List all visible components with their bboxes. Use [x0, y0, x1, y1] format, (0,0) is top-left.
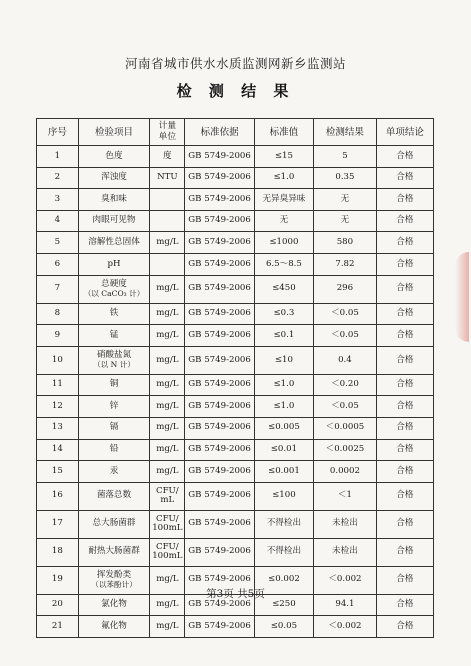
conclusion: 合格	[376, 303, 433, 325]
standard-basis: GB 5749-2006	[185, 275, 254, 303]
row-number: 1	[37, 146, 79, 168]
row-number: 11	[37, 374, 79, 396]
item-name	[78, 482, 149, 510]
item-name	[78, 461, 149, 483]
test-result: 5	[314, 146, 377, 168]
test-result: ＜0.05	[314, 396, 377, 418]
header-result: 检测结果	[314, 119, 377, 146]
table-row	[37, 616, 434, 638]
table-row	[37, 510, 434, 538]
standard-basis: GB 5749-2006	[185, 439, 254, 461]
row-number: 12	[37, 396, 79, 418]
item-name	[78, 616, 149, 638]
conclusion: 合格	[376, 232, 433, 254]
item-name-line: 菌落总数	[96, 490, 132, 501]
conclusion: 合格	[376, 510, 433, 538]
test-result: 580	[314, 232, 377, 254]
test-result: 无	[314, 210, 377, 232]
conclusion: 合格	[376, 396, 433, 418]
standard-basis: GB 5749-2006	[185, 189, 254, 211]
standard-limit: ≤100	[254, 482, 313, 510]
standard-limit: ≤0.1	[254, 325, 313, 347]
test-result: 7.82	[314, 253, 377, 275]
test-result: 0.35	[314, 167, 377, 189]
unit	[150, 210, 185, 232]
item-name-line: 臭和味	[101, 193, 127, 204]
unit: CFU/ 100mL	[150, 510, 185, 538]
test-result: 0.0002	[314, 461, 377, 483]
standard-limit: ≤0.01	[254, 439, 313, 461]
header-no: 序号	[37, 119, 79, 146]
standard-limit: ≤250	[254, 594, 313, 616]
row-number: 6	[37, 253, 79, 275]
conclusion: 合格	[376, 482, 433, 510]
standard-basis: GB 5749-2006	[185, 482, 254, 510]
conclusion: 合格	[376, 594, 433, 616]
org-title: 河南省城市供水水质监测网新乡监测站	[124, 56, 346, 71]
test-result: ＜0.002	[314, 566, 377, 594]
table-row	[37, 303, 434, 325]
unit	[150, 253, 185, 275]
item-name-line: pH	[107, 258, 121, 269]
test-result: ＜0.20	[314, 374, 377, 396]
item-name	[78, 275, 149, 303]
unit	[150, 189, 185, 211]
table-row	[37, 461, 434, 483]
unit: mg/L	[150, 594, 185, 616]
row-number: 10	[37, 346, 79, 374]
standard-basis: GB 5749-2006	[185, 146, 254, 168]
item-name	[78, 510, 149, 538]
item-name-line: 溶解性总固体	[88, 236, 140, 247]
header-unit: 计量 单位	[150, 119, 185, 146]
standard-basis: GB 5749-2006	[185, 566, 254, 594]
conclusion: 合格	[376, 167, 433, 189]
conclusion: 合格	[376, 210, 433, 232]
conclusion: 合格	[376, 189, 433, 211]
row-number: 16	[37, 482, 79, 510]
unit: mg/L	[150, 461, 185, 483]
standard-basis: GB 5749-2006	[185, 396, 254, 418]
standard-limit: ≤15	[254, 146, 313, 168]
row-number: 20	[37, 594, 79, 616]
row-number: 3	[37, 189, 79, 211]
item-name-line: 挥发酚类	[96, 569, 132, 580]
table-row	[37, 189, 434, 211]
item-name-line: 汞	[109, 465, 119, 476]
table-row	[37, 396, 434, 418]
conclusion: 合格	[376, 417, 433, 439]
test-result: 未检出	[314, 538, 377, 566]
item-name-line: 总大肠菌群	[92, 518, 136, 529]
conclusion: 合格	[376, 146, 433, 168]
unit: mg/L	[150, 417, 185, 439]
item-name	[78, 417, 149, 439]
conclusion: 合格	[376, 374, 433, 396]
item-name	[78, 232, 149, 254]
unit: mg/L	[150, 396, 185, 418]
unit: CFU/ 100mL	[150, 538, 185, 566]
test-result: ＜1	[314, 482, 377, 510]
conclusion: 合格	[376, 566, 433, 594]
standard-basis: GB 5749-2006	[185, 167, 254, 189]
item-name	[78, 396, 149, 418]
results-table	[36, 118, 434, 638]
conclusion: 合格	[376, 325, 433, 347]
item-name	[78, 167, 149, 189]
table-row	[37, 325, 434, 347]
standard-limit: ≤1.0	[254, 167, 313, 189]
test-result: ＜0.002	[314, 616, 377, 638]
conclusion: 合格	[376, 275, 433, 303]
row-number: 17	[37, 510, 79, 538]
header-limit: 标准值	[254, 119, 313, 146]
test-result: 0.4	[314, 346, 377, 374]
unit: mg/L	[150, 566, 185, 594]
item-name-line: 氟化物	[101, 620, 127, 631]
table-row	[37, 210, 434, 232]
table-row	[37, 146, 434, 168]
standard-basis: GB 5749-2006	[185, 374, 254, 396]
row-number: 8	[37, 303, 79, 325]
standard-limit: ≤1000	[254, 232, 313, 254]
table-row	[37, 538, 434, 566]
conclusion: 合格	[376, 439, 433, 461]
standard-basis: GB 5749-2006	[185, 594, 254, 616]
standard-limit: ≤0.3	[254, 303, 313, 325]
header-conclusion: 单项结论	[376, 119, 433, 146]
table-row	[37, 482, 434, 510]
table-row	[37, 374, 434, 396]
standard-basis: GB 5749-2006	[185, 417, 254, 439]
test-result: 296	[314, 275, 377, 303]
item-name-line: 铁	[109, 308, 119, 319]
standard-basis: GB 5749-2006	[185, 346, 254, 374]
item-name-line: 色度	[105, 150, 123, 161]
standard-limit: ≤10	[254, 346, 313, 374]
standard-basis: GB 5749-2006	[185, 461, 254, 483]
item-name	[78, 146, 149, 168]
table-row	[37, 417, 434, 439]
table-row	[37, 275, 434, 303]
header-standard: 标准依据	[185, 119, 254, 146]
stamp-edge	[455, 252, 469, 342]
row-number: 18	[37, 538, 79, 566]
row-number: 4	[37, 210, 79, 232]
standard-limit: 6.5～8.5	[254, 253, 313, 275]
item-name-line: 肉眼可见物	[92, 215, 136, 226]
standard-limit: ≤0.05	[254, 616, 313, 638]
item-name-line: （以苯酚计）	[91, 580, 137, 590]
unit: mg/L	[150, 232, 185, 254]
test-result: 未检出	[314, 510, 377, 538]
item-name-line: 锰	[109, 329, 119, 340]
row-number: 7	[37, 275, 79, 303]
standard-basis: GB 5749-2006	[185, 232, 254, 254]
item-name-line: 耐热大肠菌群	[88, 546, 140, 557]
header-item: 检验项目	[78, 119, 149, 146]
item-name	[78, 346, 149, 374]
standard-limit: 不得检出	[254, 510, 313, 538]
standard-limit: ≤0.001	[254, 461, 313, 483]
unit: mg/L	[150, 374, 185, 396]
row-number: 14	[37, 439, 79, 461]
conclusion: 合格	[376, 253, 433, 275]
page-number: 第3页 共5页	[206, 588, 265, 600]
item-name	[78, 303, 149, 325]
unit: mg/L	[150, 275, 185, 303]
standard-limit: ≤1.0	[254, 374, 313, 396]
unit: NTU	[150, 167, 185, 189]
standard-limit: 无	[254, 210, 313, 232]
item-name-line: 锌	[109, 400, 119, 411]
test-result: 94.1	[314, 594, 377, 616]
item-name-line: 铅	[109, 444, 119, 455]
item-name	[78, 439, 149, 461]
unit: mg/L	[150, 439, 185, 461]
standard-basis: GB 5749-2006	[185, 303, 254, 325]
unit: 度	[150, 146, 185, 168]
conclusion: 合格	[376, 346, 433, 374]
item-name-line: （以 CaCO₃ 计）	[83, 289, 145, 299]
unit: mg/L	[150, 325, 185, 347]
table-row	[37, 439, 434, 461]
standard-limit: ≤0.005	[254, 417, 313, 439]
table-row	[37, 253, 434, 275]
unit: CFU/ mL	[150, 482, 185, 510]
conclusion: 合格	[376, 461, 433, 483]
item-name	[78, 325, 149, 347]
doc-title: 检 测 结 果	[176, 82, 295, 100]
unit: mg/L	[150, 303, 185, 325]
row-number: 15	[37, 461, 79, 483]
conclusion: 合格	[376, 616, 433, 638]
row-number: 13	[37, 417, 79, 439]
row-number: 19	[37, 566, 79, 594]
unit: mg/L	[150, 616, 185, 638]
row-number: 21	[37, 616, 79, 638]
item-name	[78, 210, 149, 232]
standard-basis: GB 5749-2006	[185, 616, 254, 638]
test-result: ＜0.05	[314, 303, 377, 325]
item-name	[78, 189, 149, 211]
item-name-line: （以 N 计）	[93, 360, 135, 370]
test-result: ＜0.05	[314, 325, 377, 347]
item-name-line: 浑浊度	[101, 172, 127, 183]
standard-basis: GB 5749-2006	[185, 538, 254, 566]
test-result: ＜0.0025	[314, 439, 377, 461]
table-row	[37, 167, 434, 189]
item-name-line: 氯化物	[101, 599, 127, 610]
standard-limit: ≤1.0	[254, 396, 313, 418]
standard-basis: GB 5749-2006	[185, 325, 254, 347]
unit: mg/L	[150, 346, 185, 374]
standard-limit: ≤450	[254, 275, 313, 303]
item-name-line: 硝酸盐氮	[96, 349, 132, 360]
row-number: 2	[37, 167, 79, 189]
row-number: 5	[37, 232, 79, 254]
item-name	[78, 253, 149, 275]
standard-basis: GB 5749-2006	[185, 253, 254, 275]
item-name	[78, 374, 149, 396]
table-header-row	[37, 119, 434, 146]
item-name-line: 铜	[109, 379, 119, 390]
conclusion: 合格	[376, 538, 433, 566]
test-result: ＜0.0005	[314, 417, 377, 439]
standard-limit: 无异臭异味	[254, 189, 313, 211]
row-number: 9	[37, 325, 79, 347]
table-row	[37, 346, 434, 374]
standard-basis: GB 5749-2006	[185, 210, 254, 232]
item-name	[78, 538, 149, 566]
item-name-line: 总硬度	[101, 278, 127, 289]
standard-limit: ≤0.002	[254, 566, 313, 594]
standard-limit: 不得检出	[254, 538, 313, 566]
table-row	[37, 232, 434, 254]
test-result: 无	[314, 189, 377, 211]
standard-basis: GB 5749-2006	[185, 510, 254, 538]
item-name-line: 镉	[109, 422, 119, 433]
